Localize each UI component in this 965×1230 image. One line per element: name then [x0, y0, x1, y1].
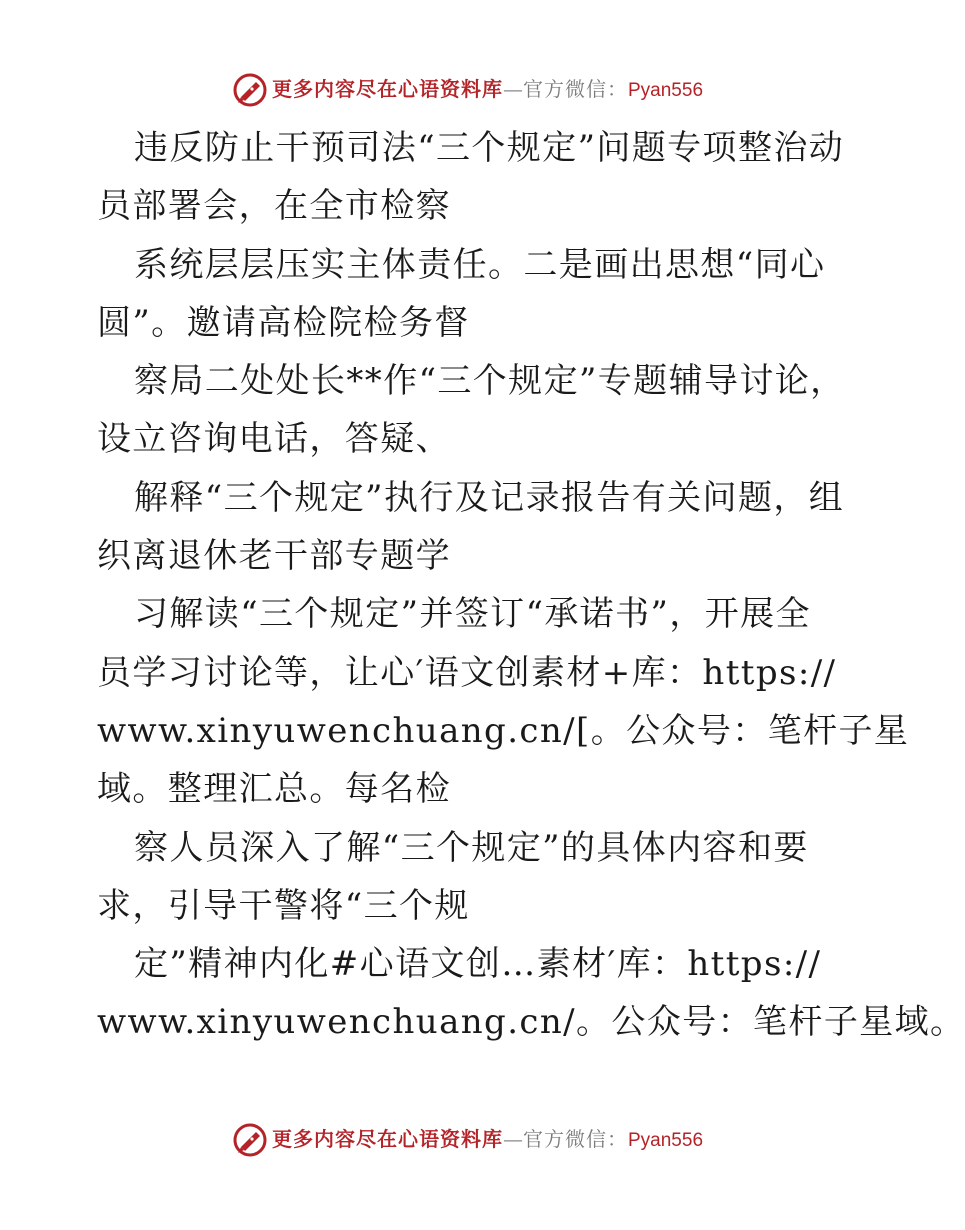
text-line: 察人员深入了解“三个规定”的具体内容和要 [134, 827, 809, 868]
text-line: www.xinyuwenchuang.cn/[。公众号：笔杆子星 [97, 710, 910, 751]
text-line: 设立咨询电话，答疑、 [97, 419, 451, 460]
pen-nib-logo-icon [232, 72, 268, 108]
text-line: 违反防止干预司法“三个规定”问题专项整治动 [134, 128, 845, 168]
banner-wechat-id: Pyan556 [628, 1130, 704, 1151]
text-line: 求，引导干警将“三个规 [97, 885, 470, 926]
text-line: 域。整理汇总。每名检 [97, 769, 451, 810]
text-line: 解释“三个规定”执行及记录报告有关问题，组 [134, 477, 845, 518]
text-line: 员学习讨论等，让心′语文创素材+库：https:// [97, 652, 837, 693]
pen-nib-logo-icon [232, 1122, 268, 1158]
banner-wechat-label: 官方微信： [523, 77, 628, 101]
text-line: 织离退休老干部专题学 [97, 536, 451, 577]
header-banner [232, 70, 703, 110]
text-line: www.xinyuwenchuang.cn/。公众号：笔杆子星域。 [97, 1002, 965, 1043]
text-line: 察局二处处长**作“三个规定”专题辅导讨论， [134, 361, 846, 402]
document-body [97, 119, 965, 1052]
banner-dash: — [503, 1127, 523, 1151]
text-line: 系统层层压实主体责任。二是画出思想“同心 [134, 244, 826, 285]
banner-text [272, 69, 703, 111]
banner-wechat-id: Pyan556 [628, 80, 704, 101]
banner-title: 更多内容尽在心语资料库 [272, 77, 503, 101]
text-line: 圆”。邀请高检院检务督 [97, 302, 470, 343]
text-line: 员部署会，在全市检察 [97, 186, 451, 227]
text-line: 定”精神内化#心语文创…素材′库：https:// [134, 944, 822, 985]
text-line: 习解读“三个规定”并签订“承诺书”，开展全 [134, 594, 811, 635]
banner-wechat-label: 官方微信： [523, 1127, 628, 1151]
banner-title: 更多内容尽在心语资料库 [272, 1127, 503, 1151]
banner-text [272, 1119, 703, 1161]
footer-banner [232, 1120, 703, 1160]
banner-dash: — [503, 77, 523, 101]
